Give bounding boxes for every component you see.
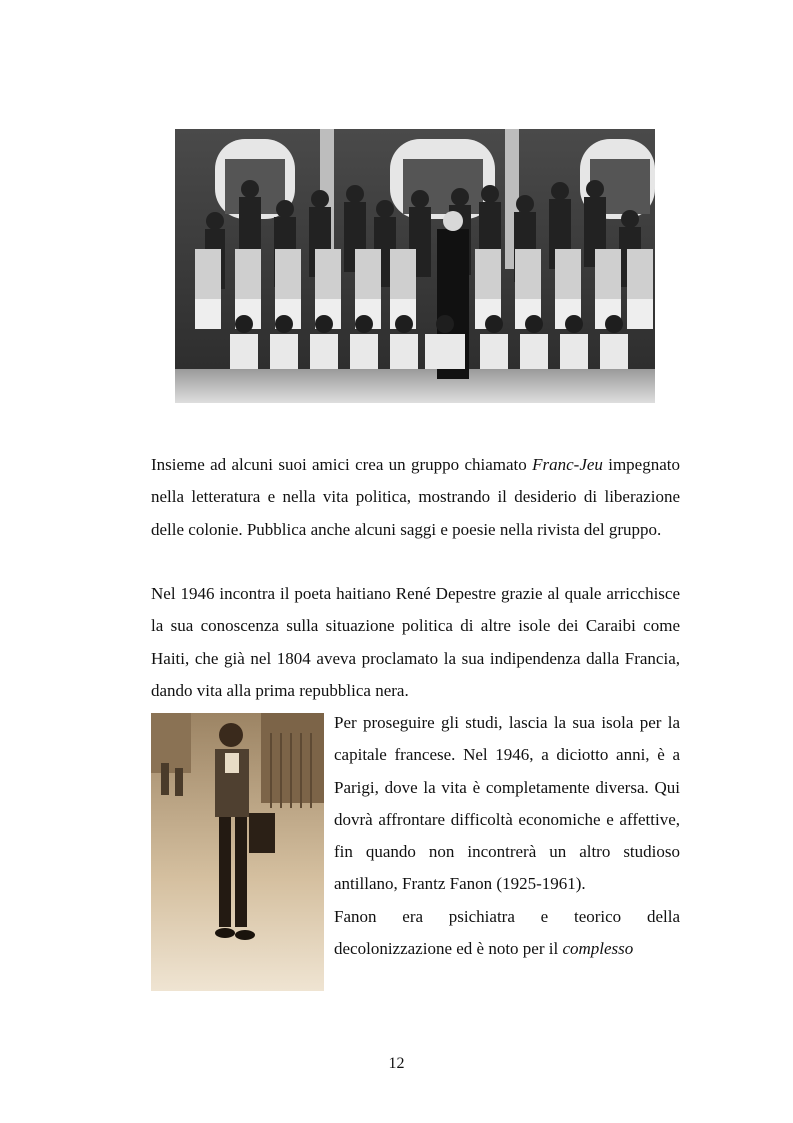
- paragraph-parigi-fanon: [334, 707, 680, 965]
- paragraph-text: Per proseguire gli studi, lascia la sua isola per la capitale francese. Nel 1946, a diciotto anni, è a Parigi, dove la vita è completamente diversa. Qui dovrà affrontare difficoltà economiche e affettive, fin quando non incontrerà un altro studioso antillano, Frantz Fanon (1925-1961).: [334, 713, 680, 894]
- page-number: 12: [388, 1055, 405, 1072]
- paragraph-text: Nel 1946 incontra il poeta haitiano René Depestre grazie al quale arricchisce la sua conoscenza sulla situazione politica di altre isole dei Caraibi come Haiti, che già nel 1804 aveva proclamato la sua indipendenza dalla Francia, dando vita alla prima repubblica nera.: [151, 584, 680, 700]
- emphasis-complesso: complesso: [562, 939, 634, 959]
- group-photo-image: [175, 129, 655, 403]
- paragraph-text: impegnato nella letteratura e nella vita politica, mostrando il desiderio di liberazione delle colonie. Pubblica anche alcuni saggi e poesie nella rivista del gruppo.: [151, 455, 680, 539]
- paragraph-text: Fanon era psichiatra e teorico della decolonizzazione ed è noto per il: [334, 906, 680, 959]
- portrait-photo-image: [151, 713, 324, 991]
- emphasis-franc-jeu: Franc-Jeu: [532, 455, 603, 474]
- portrait-photo: [151, 713, 324, 991]
- paragraph-franc-jeu: [151, 449, 680, 546]
- group-photo: [175, 129, 655, 403]
- paragraph-text: Insieme ad alcuni suoi amici crea un gruppo chiamato: [151, 455, 533, 474]
- paragraph-depestre: [151, 578, 680, 707]
